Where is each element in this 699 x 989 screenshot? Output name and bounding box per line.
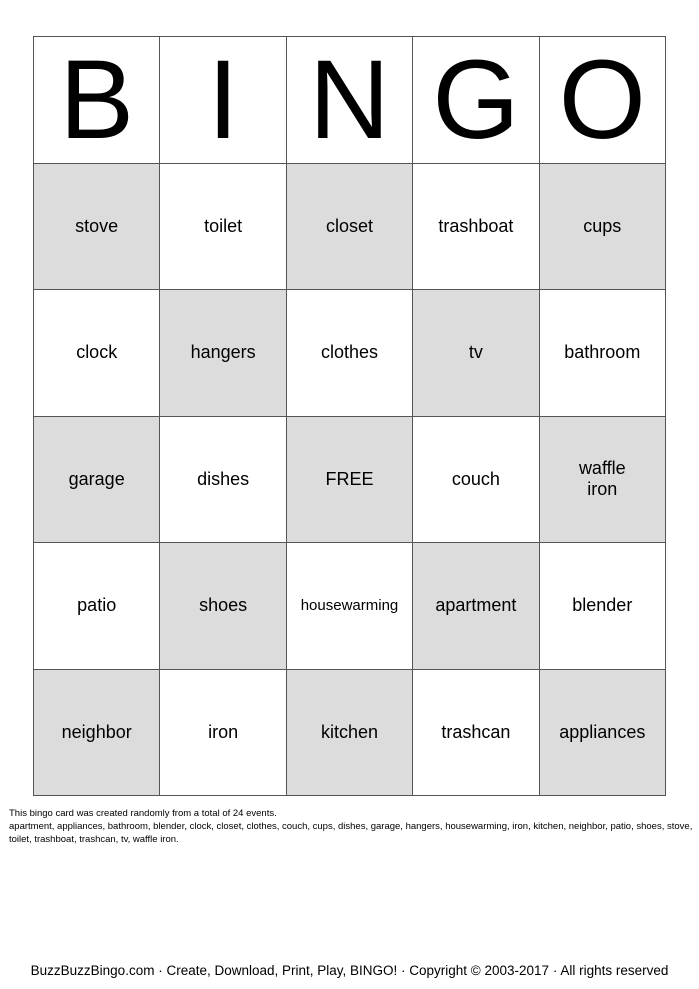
bingo-cell: trashcan (413, 670, 539, 797)
bingo-cell: apartment (413, 543, 539, 670)
bingo-cell: clock (34, 290, 160, 417)
bingo-cell: blender (540, 543, 666, 670)
bingo-cell: closet (287, 164, 413, 291)
bingo-cell: neighbor (34, 670, 160, 797)
bingo-cell: iron (160, 670, 286, 797)
header-letter: N (309, 36, 390, 162)
footnote-intro: This bingo card was created randomly from a total of 24 events. (9, 808, 277, 819)
card-footnote (9, 807, 693, 846)
header-cell-g (413, 37, 539, 164)
header-cell-o (540, 37, 666, 164)
bingo-cell: housewarming (287, 543, 413, 670)
bingo-cell: couch (413, 417, 539, 544)
bingo-cell: waffle iron (540, 417, 666, 544)
bingo-cell: shoes (160, 543, 286, 670)
header-letter: B (59, 36, 135, 162)
header-letter: G (432, 36, 520, 162)
bingo-cell: dishes (160, 417, 286, 544)
header-letter: O (558, 36, 646, 162)
header-cell-b (34, 37, 160, 164)
bingo-card (33, 36, 666, 796)
bingo-cell: tv (413, 290, 539, 417)
page-footer: BuzzBuzzBingo.com · Create, Download, Print, Play, BINGO! · Copyright © 2003-2017 · All rights reserved (30, 963, 669, 978)
bingo-cell: garage (34, 417, 160, 544)
bingo-cell: appliances (540, 670, 666, 797)
bingo-cell: clothes (287, 290, 413, 417)
footnote-events: apartment, appliances, bathroom, blender, clock, closet, clothes, couch, cups, dishes, garage, hangers, housewarming, iron, kitchen, neighbor, patio, shoes, stove, toilet, trashboat, trashcan, tv, waffle iron. (9, 821, 693, 845)
bingo-cell: bathroom (540, 290, 666, 417)
bingo-cell: hangers (160, 290, 286, 417)
bingo-cell: stove (34, 164, 160, 291)
bingo-cell: toilet (160, 164, 286, 291)
free-space-cell: FREE (287, 417, 413, 544)
bingo-cell: cups (540, 164, 666, 291)
bingo-cell: kitchen (287, 670, 413, 797)
header-cell-i (160, 37, 286, 164)
header-cell-n (287, 37, 413, 164)
header-letter: I (207, 36, 239, 162)
bingo-cell: patio (34, 543, 160, 670)
bingo-cell: trashboat (413, 164, 539, 291)
